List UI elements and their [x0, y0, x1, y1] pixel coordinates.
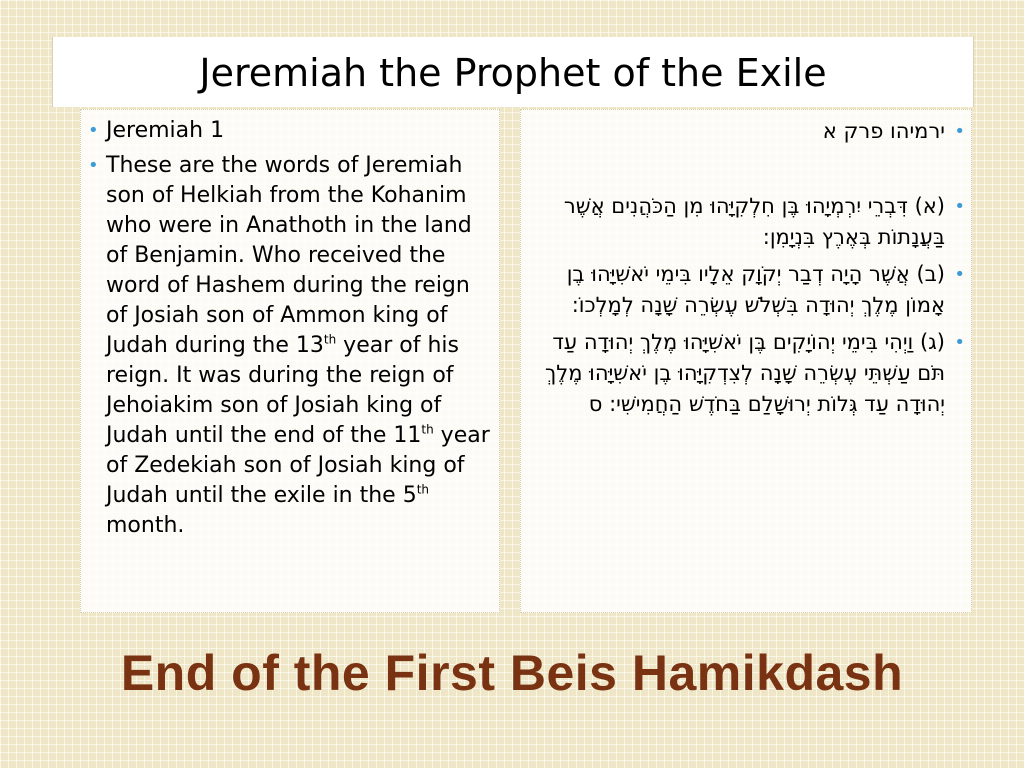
english-list — [81, 110, 499, 541]
english-heading-item — [88, 116, 493, 146]
paragraph-segment: These are the words of Jeremiah son of Helkiah from the Kohanim who were in Anathoth in the land of Benjamin. Who received the word of Hashem during the reign of Josiah son of Ammon king of Judah during the 13 — [106, 153, 472, 358]
hebrew-verse-1: (א) דִּבְרֵי יִרְמְיָהוּ בֶּן חִלְקִיָּהוּ מִן הַכֹּהֲנִים אֲשֶׁר בַּעֲנָתוֹת בְּאֶרֶץ בִּנְיָמִן: — [563, 194, 945, 249]
hebrew-verse-item — [529, 259, 965, 321]
paragraph-segment: year of his reign. It was during the reign of Jehoiakim son of Josiah king of Judah until the end of the 11 — [106, 333, 459, 448]
bullet-icon: • — [954, 121, 965, 142]
english-paragraph-item — [88, 151, 493, 541]
hebrew-column — [520, 109, 972, 613]
bullet-icon: • — [954, 196, 965, 217]
hebrew-verse-3: (ג) וַיְהִי בִּימֵי יְהוֹיָקִים בֶּן יֹאשִׁיָּהוּ מֶלֶךְ יְהוּדָה עַד תֹּם עַשְׁתֵּי עֶשְׂרֵה שָׁנָה לְצִדְקִיָּהוּ בֶן יֹאשִׁיָּהוּ מֶלֶךְ יְהוּדָה עַד גְּלוֹת יְרוּשָׁלַם בַּחֹדֶשׁ הַחֲמִישִׁי: ס — [545, 330, 945, 416]
ordinal-suffix: th — [421, 422, 434, 437]
hebrew-list — [521, 110, 971, 420]
bullet-icon: • — [88, 155, 99, 176]
english-paragraph-text — [106, 153, 490, 538]
ordinal-suffix: th — [323, 332, 337, 347]
english-column — [80, 109, 500, 613]
title-box — [52, 37, 974, 107]
hebrew-verse-item — [529, 191, 965, 253]
english-heading: Jeremiah 1 — [106, 118, 225, 143]
hebrew-verse-2: (ב) אֲשֶׁר הָיָה דְבַר יְקֹוָק אֵלָיו בִּימֵי יֹאשִׁיָּהוּ בֶן אָמוֹן מֶלֶךְ יְהוּדָה בִּשְׁלֹשׁ עֶשְׂרֵה שָׁנָה לְמָלְכוֹ: — [566, 262, 945, 317]
hebrew-heading: ירמיהו פרק א — [822, 119, 945, 143]
hebrew-verse-item — [529, 327, 965, 420]
paragraph-segment: year of Zedekiah son of Josiah king of Judah until the exile in the 5 — [106, 423, 490, 508]
paragraph-segment: month. — [106, 513, 185, 538]
footer-title: End of the First Beis Hamikdash — [120, 645, 904, 701]
bullet-icon: • — [954, 332, 965, 353]
bullet-icon: • — [954, 264, 965, 285]
ordinal-suffix: th — [416, 482, 430, 497]
hebrew-heading-item — [529, 116, 965, 147]
bullet-icon: • — [88, 120, 99, 141]
slide-title: Jeremiah the Prophet of the Exile — [199, 51, 827, 95]
